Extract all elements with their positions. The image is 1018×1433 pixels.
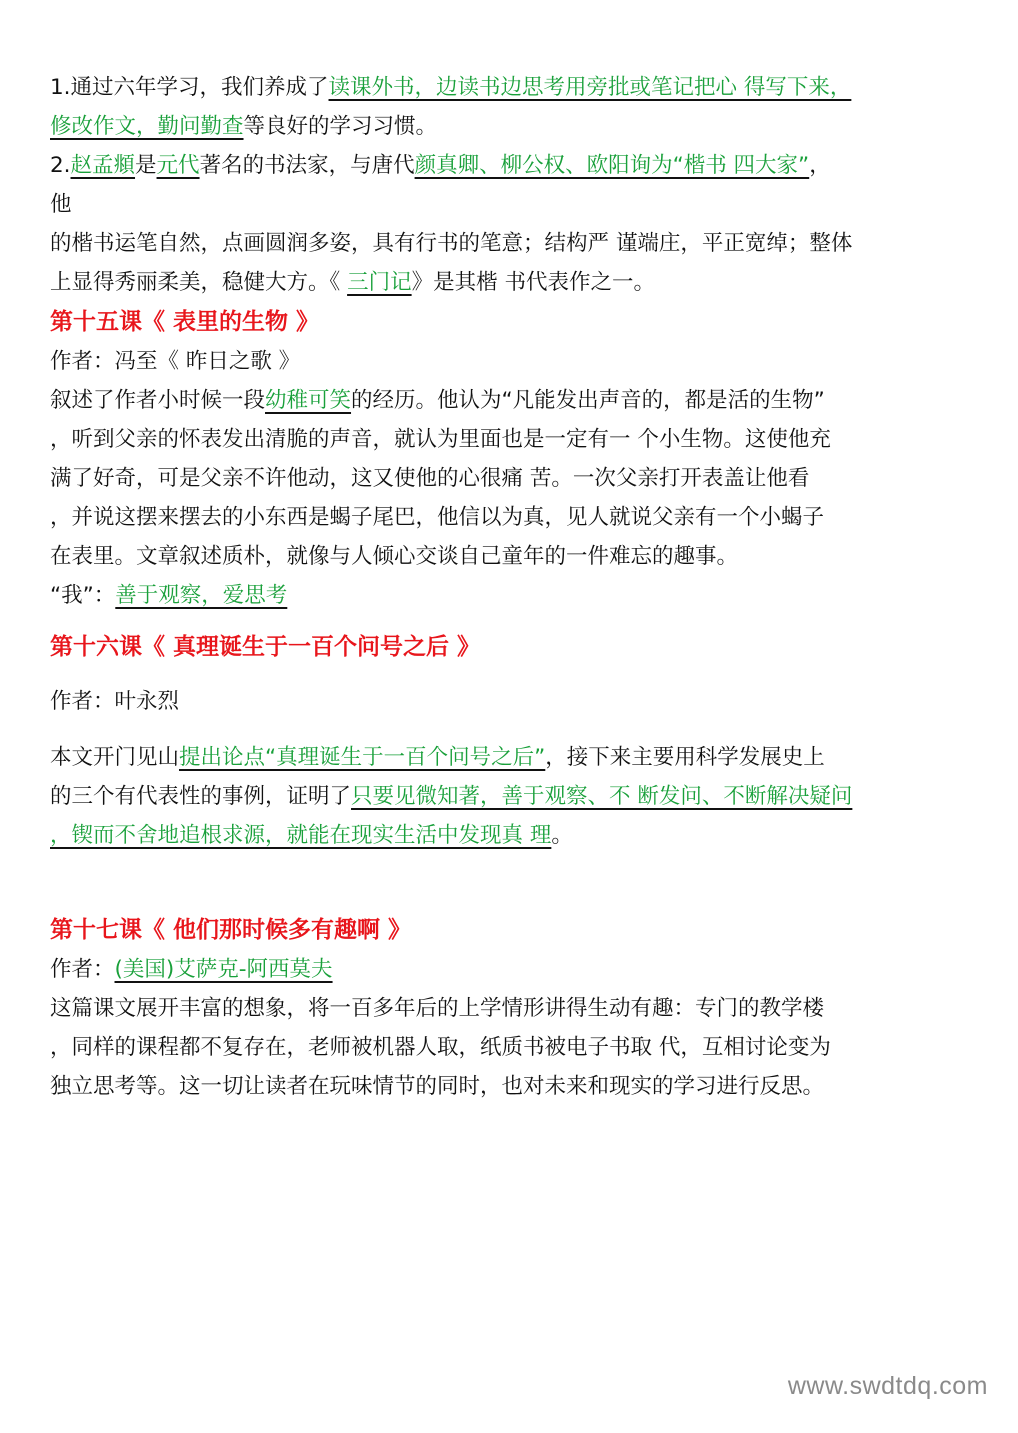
item1-line1: [50, 68, 970, 107]
lesson17-p2: ，同样的课程都不复存在，老师被机器人取，纸质书被电子书取 代，互相讨论变为: [50, 1035, 831, 1060]
lesson16-p3b: 。: [551, 823, 573, 848]
item2-l4a: 上显得秀丽柔美，稳健大方。《: [50, 270, 348, 295]
item1-green1: 读课外书，边读书边思考用旁批或笔记把心 得写下来，: [328, 75, 852, 100]
lesson15-p3: 满了好奇，可是父亲不许他动，这又使他的心很痛 苦。一次父亲打开表盖让他看: [50, 466, 810, 491]
lesson16-p2: [50, 777, 970, 816]
item2-dynasty: 元代: [156, 153, 200, 178]
lesson16-p2a: 的三个有代表性的事例，证明了: [50, 784, 352, 809]
lesson15-heading: 第十五课《 表里的生物 》: [50, 309, 320, 335]
document-page: [50, 68, 970, 1106]
item1-green2: 修改作文，勤问勤查: [50, 114, 244, 139]
lesson16-p1a: 本文开门见山: [50, 745, 180, 770]
lesson17-p3: 独立思考等。这一切让读者在玩味情节的同时，也对未来和现实的学习进行反思。: [50, 1074, 825, 1099]
site-watermark: www.swdtdq.com: [787, 1372, 988, 1400]
lesson17-author-value: (美国)艾萨克-阿西莫夫: [114, 957, 333, 982]
lesson15-p4: ，并说这摆来摆去的小东西是蝎子尾巴，他信以为真，见人就说父亲有一个小蝎子: [50, 505, 825, 530]
lesson17-heading: 第十七课《 他们那时候多有趣啊 》: [50, 917, 412, 943]
lesson15-p5: 在表里。文章叙述质朴，就像与人倾心交谈自己童年的一件难忘的趣事。: [50, 544, 739, 569]
item2-line2: 他: [50, 192, 72, 217]
lesson15-p1: [50, 381, 970, 420]
lesson15-me-label: “我”：: [50, 583, 116, 608]
item2-four-masters: 颜真卿、柳公权、欧阳询为“楷书 四大家”: [414, 153, 810, 178]
lesson15-p1g: 幼稚可笑: [265, 388, 352, 413]
lesson16-p2g: 只要见微知著，善于观察、不 断发问、不断解决疑问: [351, 784, 853, 809]
item2-t1: 是: [135, 153, 157, 178]
lesson16-p1g: 提出论点“真理诞生于一百个问号之后”: [179, 745, 546, 770]
item2-l4b: 》是其楷 书代表作之一。: [411, 270, 655, 295]
item1-prefix: 1.通过六年学习，我们养成了: [50, 75, 329, 100]
item1-suffix: 等良好的学习习惯。: [243, 114, 438, 139]
lesson15-p1a: 叙述了作者小时候一段: [50, 388, 266, 413]
lesson15-author: 作者：冯至《 昨日之歌 》: [50, 349, 301, 374]
item1-line2: [50, 107, 970, 146]
item2-t3: ，: [809, 153, 831, 178]
lesson16-author: 作者：叶永烈: [50, 689, 180, 714]
lesson17-p1: 这篇课文展开丰富的想象，将一百多年后的上学情形讲得生动有趣：专门的教学楼: [50, 996, 825, 1021]
item2-line1: [50, 146, 970, 185]
lesson15-p2: ，听到父亲的怀表发出清脆的声音，就认为里面也是一定有一 个小生物。这使他充: [50, 427, 831, 452]
item2-prefix: 2.: [50, 153, 71, 178]
lesson15-me-value: 善于观察，爱思考: [115, 583, 288, 608]
lesson17-author: [50, 950, 970, 989]
lesson16-heading: 第十六课《 真理诞生于一百个问号之后 》: [50, 634, 481, 660]
item2-work: 三门记: [347, 270, 412, 295]
lesson16-p3: [50, 816, 970, 855]
lesson17-author-label: 作者：: [50, 957, 115, 982]
item2-line3: 的楷书运笔自然，点画圆润多姿，具有行书的笔意；结构严 谨端庄，平正宽绰；整体: [50, 231, 853, 256]
item2-t2: 著名的书法家，与唐代: [199, 153, 415, 178]
lesson15-me: [50, 576, 970, 615]
lesson16-p1b: ，接下来主要用科学发展史上: [545, 745, 825, 770]
lesson16-p3g: ，锲而不舍地追根求源，就能在现实生活中发现真 理: [50, 823, 552, 848]
lesson16-p1: [50, 738, 970, 777]
item2-name: 赵孟頫: [70, 153, 136, 178]
lesson15-p1b: 的经历。他认为“凡能发出声音的，都是活的生物”: [351, 388, 825, 413]
item2-line4: [50, 263, 970, 302]
